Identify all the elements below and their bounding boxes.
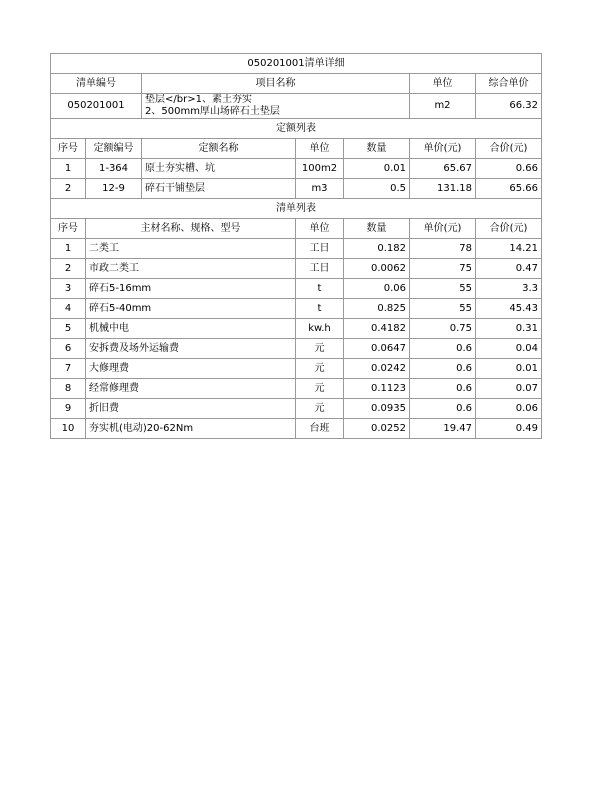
list-row — [51, 359, 542, 379]
quota-code: 12-9 — [86, 179, 142, 199]
quota-section-row — [51, 119, 542, 139]
quota-code: 1-364 — [86, 159, 142, 179]
list-unit: 元 — [296, 379, 344, 399]
list-name: 市政二类工 — [86, 259, 296, 279]
quota-section-title: 定额列表 — [51, 119, 542, 139]
item-name — [142, 94, 410, 119]
list-price: 0.6 — [410, 359, 476, 379]
item-name-line1: 垫层</br>1、素土夯实 — [145, 94, 252, 105]
quota-name: 原土夯实槽、坑 — [142, 159, 296, 179]
list-unit: 元 — [296, 339, 344, 359]
list-unit: t — [296, 299, 344, 319]
list-unit-header: 单位 — [296, 219, 344, 239]
list-section-row — [51, 199, 542, 219]
list-total: 0.07 — [476, 379, 542, 399]
list-row — [51, 299, 542, 319]
list-qty: 0.06 — [344, 279, 410, 299]
quota-name-header: 定额名称 — [142, 139, 296, 159]
list-seq: 7 — [51, 359, 86, 379]
list-qty: 0.0647 — [344, 339, 410, 359]
list-qty: 0.0252 — [344, 419, 410, 439]
quota-row — [51, 179, 542, 199]
quota-unit: m3 — [296, 179, 344, 199]
item-name-line2: 2、500mm厚山场碎石土垫层 — [145, 106, 280, 117]
list-row — [51, 319, 542, 339]
list-unit: 元 — [296, 359, 344, 379]
list-price: 0.6 — [410, 399, 476, 419]
quota-unit-header: 单位 — [296, 139, 344, 159]
list-total: 0.06 — [476, 399, 542, 419]
list-section-title: 清单列表 — [51, 199, 542, 219]
quota-seq: 2 — [51, 179, 86, 199]
list-name: 折旧费 — [86, 399, 296, 419]
item-unit-header: 单位 — [410, 74, 476, 94]
list-price: 55 — [410, 279, 476, 299]
list-name: 经常修理费 — [86, 379, 296, 399]
list-price: 0.6 — [410, 379, 476, 399]
quota-seq: 1 — [51, 159, 86, 179]
bill-detail-table — [50, 53, 542, 439]
list-qty: 0.0062 — [344, 259, 410, 279]
list-total: 0.04 — [476, 339, 542, 359]
table-title: 050201001清单详细 — [51, 54, 542, 74]
quota-price: 131.18 — [410, 179, 476, 199]
quota-qty-header: 数量 — [344, 139, 410, 159]
quota-qty: 0.5 — [344, 179, 410, 199]
list-unit: 台班 — [296, 419, 344, 439]
item-header-row — [51, 74, 542, 94]
quota-price-header: 单价(元) — [410, 139, 476, 159]
quota-seq-header: 序号 — [51, 139, 86, 159]
list-qty: 0.0935 — [344, 399, 410, 419]
list-name: 大修理费 — [86, 359, 296, 379]
list-row — [51, 379, 542, 399]
list-row — [51, 419, 542, 439]
list-price: 0.75 — [410, 319, 476, 339]
list-total: 45.43 — [476, 299, 542, 319]
list-seq: 2 — [51, 259, 86, 279]
list-unit: t — [296, 279, 344, 299]
list-name: 碎石5-16mm — [86, 279, 296, 299]
list-row — [51, 239, 542, 259]
list-seq: 9 — [51, 399, 86, 419]
quota-qty: 0.01 — [344, 159, 410, 179]
quota-header-row — [51, 139, 542, 159]
item-price: 66.32 — [476, 94, 542, 119]
list-header-row — [51, 219, 542, 239]
quota-code-header: 定额编号 — [86, 139, 142, 159]
list-qty: 0.1123 — [344, 379, 410, 399]
list-seq: 3 — [51, 279, 86, 299]
quota-total: 65.66 — [476, 179, 542, 199]
list-seq: 8 — [51, 379, 86, 399]
list-qty: 0.182 — [344, 239, 410, 259]
item-code: 050201001 — [51, 94, 142, 119]
item-row — [51, 94, 542, 119]
list-price: 78 — [410, 239, 476, 259]
item-unit: m2 — [410, 94, 476, 119]
list-qty: 0.825 — [344, 299, 410, 319]
list-total: 0.01 — [476, 359, 542, 379]
list-seq: 10 — [51, 419, 86, 439]
list-row — [51, 339, 542, 359]
item-price-header: 综合单价 — [476, 74, 542, 94]
list-seq-header: 序号 — [51, 219, 86, 239]
list-seq: 4 — [51, 299, 86, 319]
list-qty-header: 数量 — [344, 219, 410, 239]
item-name-header: 项目名称 — [142, 74, 410, 94]
list-total: 0.49 — [476, 419, 542, 439]
list-row — [51, 259, 542, 279]
title-row — [51, 54, 542, 74]
list-unit: 工日 — [296, 259, 344, 279]
list-price: 75 — [410, 259, 476, 279]
list-name: 碎石5-40mm — [86, 299, 296, 319]
list-qty: 0.4182 — [344, 319, 410, 339]
list-qty: 0.0242 — [344, 359, 410, 379]
list-row — [51, 279, 542, 299]
list-total: 14.21 — [476, 239, 542, 259]
list-seq: 6 — [51, 339, 86, 359]
list-name: 机械中电 — [86, 319, 296, 339]
quota-price: 65.67 — [410, 159, 476, 179]
list-total-header: 合价(元) — [476, 219, 542, 239]
list-name: 夯实机(电动)20-62Nm — [86, 419, 296, 439]
list-name: 安拆费及场外运输费 — [86, 339, 296, 359]
quota-name: 碎石干铺垫层 — [142, 179, 296, 199]
list-price: 0.6 — [410, 339, 476, 359]
list-name-header: 主材名称、规格、型号 — [86, 219, 296, 239]
list-unit: 工日 — [296, 239, 344, 259]
quota-total: 0.66 — [476, 159, 542, 179]
item-code-header: 清单编号 — [51, 74, 142, 94]
list-price: 19.47 — [410, 419, 476, 439]
quota-unit: 100m2 — [296, 159, 344, 179]
list-total: 3.3 — [476, 279, 542, 299]
quota-row — [51, 159, 542, 179]
list-unit: 元 — [296, 399, 344, 419]
list-name: 二类工 — [86, 239, 296, 259]
quota-total-header: 合价(元) — [476, 139, 542, 159]
list-seq: 1 — [51, 239, 86, 259]
list-price: 55 — [410, 299, 476, 319]
list-seq: 5 — [51, 319, 86, 339]
list-total: 0.47 — [476, 259, 542, 279]
list-row — [51, 399, 542, 419]
list-unit: kw.h — [296, 319, 344, 339]
list-total: 0.31 — [476, 319, 542, 339]
list-price-header: 单价(元) — [410, 219, 476, 239]
